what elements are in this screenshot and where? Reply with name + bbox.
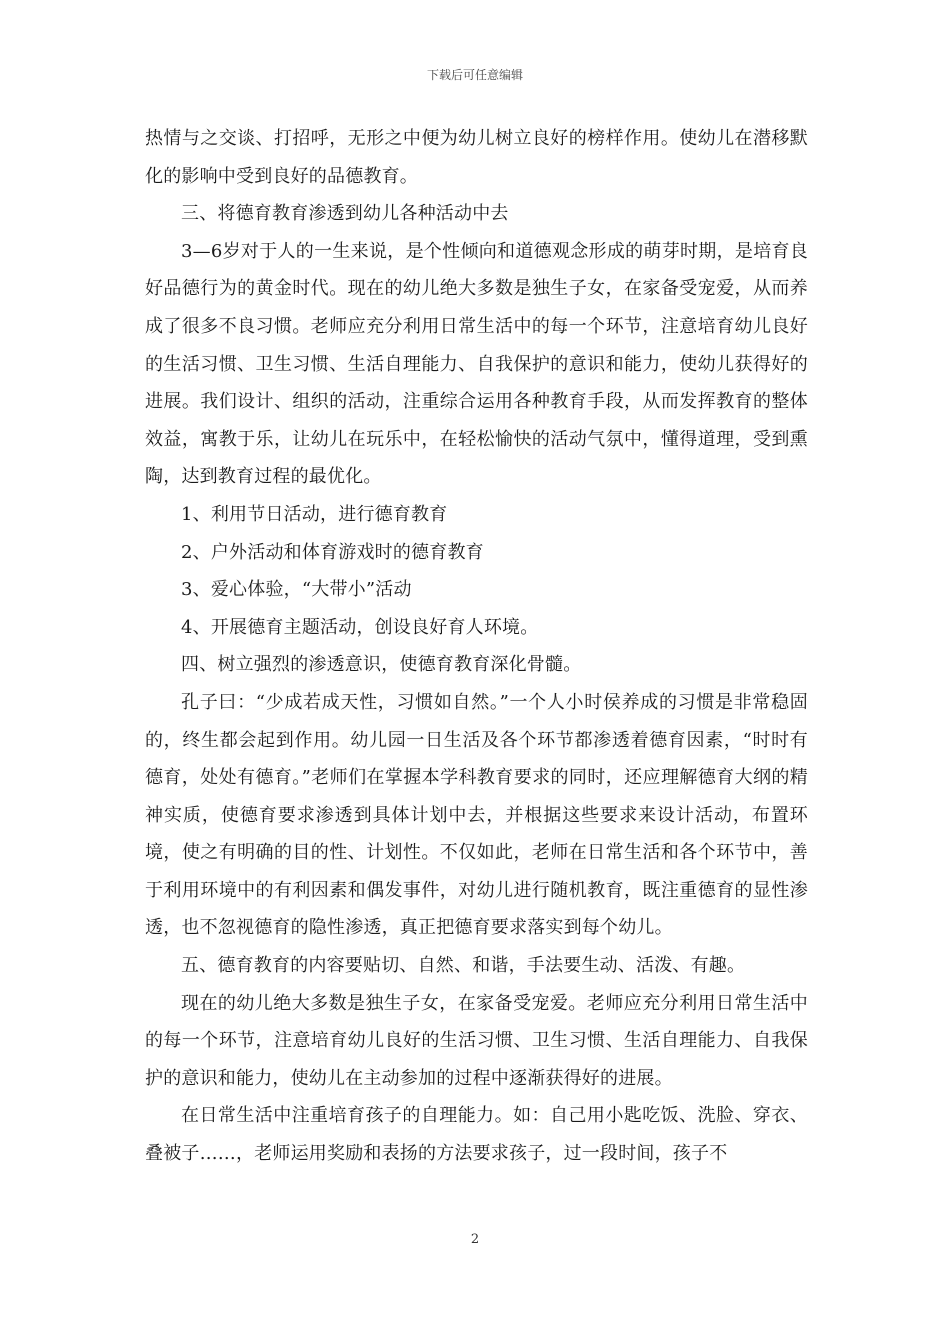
paragraph: 热情与之交谈、打招呼，无形之中便为幼儿树立良好的榜样作用。使幼儿在潜移默化的影响中受到良好的品德教育。: [145, 128, 808, 187]
section-heading-3: 三、将德育教育渗透到幼儿各种活动中去: [181, 203, 509, 225]
section-heading-4: 四、树立强烈的渗透意识，使德育教育深化骨髓。: [181, 654, 582, 676]
list-item: 1、利用节日活动，进行德育教育: [181, 503, 448, 525]
list-item: 4、开展德育主题活动，创设良好育人环境。: [181, 616, 539, 638]
paragraph: 3—6岁对于人的一生来说，是个性倾向和道德观念形成的萌芽时期，是培育良好品德行为的黄金时代。现在的幼儿绝大多数是独生子女，在家备受宠爱，从而养成了很多不良习惯。老师应充分利用日常生活中的每一个环节，注意培育幼儿良好的生活习惯、卫生习惯、生活自理能力、自我保护的意识和能力，使幼儿获得好的进展。我们设计、组织的活动，注重综合运用各种教育手段，从而发挥教育的整体效益，寓教于乐，让幼儿在玩乐中，在轻松愉快的活动气氛中，懂得道理，受到熏陶，达到教育过程的最优化。: [145, 240, 808, 488]
paragraph: 现在的幼儿绝大多数是独生子女，在家备受宠爱。老师应充分利用日常生活中的每一个环节，注意培育幼儿良好的生活习惯、卫生习惯、生活自理能力、自我保护的意识和能力，使幼儿在主动参加的过程中逐渐获得好的进展。: [145, 992, 808, 1089]
paragraph: 孔子曰：“少成若成天性，习惯如自然。”一个人小时侯养成的习惯是非常稳固的，终生都会起到作用。幼儿园一日生活及各个环节都渗透着德育因素，“时时有德育，处处有德育。”老师们在掌握本学科教育要求的同时，还应理解德育大纲的精神实质，使德育要求渗透到具体计划中去，并根据这些要求来设计活动，布置环境，使之有明确的目的性、计划性。不仅如此，老师在日常生活和各个环节中，善于利用环境中的有利因素和偶发事件，对幼儿进行随机教育，既注重德育的显性渗透，也不忽视德育的隐性渗透，真正把德育要求落实到每个幼儿。: [145, 691, 808, 939]
list-item: 2、户外活动和体育游戏时的德育教育: [181, 541, 484, 563]
document-body: [145, 120, 808, 1173]
list-item: 3、爱心体验，“大带小”活动: [181, 579, 412, 601]
section-heading-5: 五、德育教育的内容要贴切、自然、和谐，手法要生动、活泼、有趣。: [181, 955, 746, 977]
page-number: 2: [470, 1232, 480, 1247]
paragraph: 在日常生活中注重培育孩子的自理能力。如：自己用小匙吃饭、洗脸、穿衣、叠被子……，老师运用奖励和表扬的方法要求孩子，过一段时间，孩子不: [145, 1105, 808, 1165]
page-header: 下载后可任意编辑: [426, 68, 523, 82]
